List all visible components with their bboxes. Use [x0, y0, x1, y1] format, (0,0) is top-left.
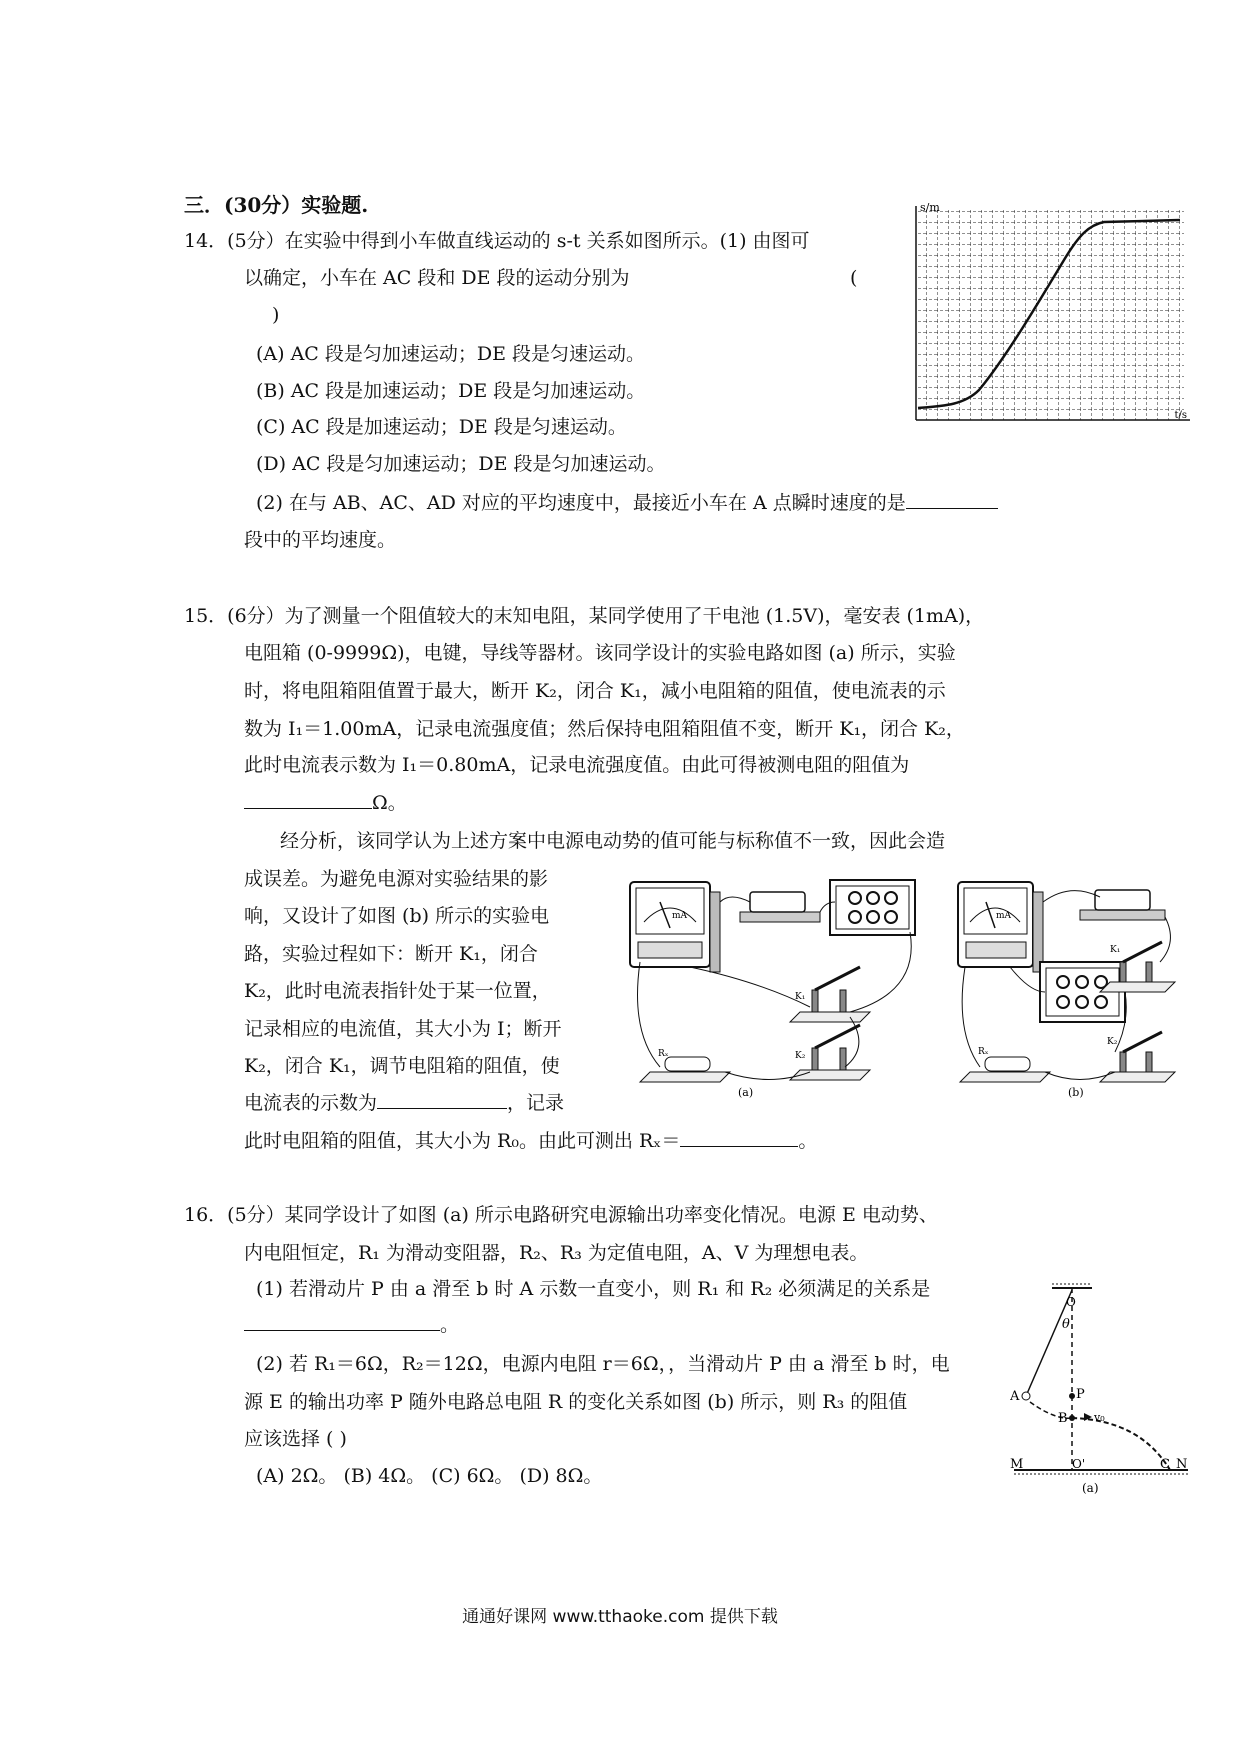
- resistance-box: [830, 880, 915, 935]
- q14-answer-blank: [906, 490, 998, 509]
- q15-reading-prefix: 电流表的示数为: [244, 1092, 378, 1114]
- graph-grid: [916, 210, 1184, 420]
- q15-last-suffix: 。: [798, 1130, 818, 1152]
- graph-y-label: s/m: [920, 201, 940, 214]
- circuit-figure-b: [950, 872, 1180, 1100]
- q14-line2: 以确定，小车在 AC 段和 DE 段的运动分别为: [244, 267, 630, 289]
- q16-part1-answer-line: [244, 1312, 459, 1338]
- q16-line1: 16．(5分）某同学设计了如图 (a) 所示电路研究电源输出功率变化情况。电源 E 电动势、: [184, 1204, 938, 1226]
- switch-k1-a: [790, 967, 870, 1022]
- resistor-rx-a: [640, 1049, 730, 1082]
- q15-line6: [244, 790, 407, 816]
- battery: [740, 892, 820, 922]
- q15-left-line1: 成误差。为避免电源对实验结果的影: [244, 868, 549, 890]
- rx-label-a: Rₓ: [658, 1049, 669, 1059]
- label-m: M: [1010, 1457, 1024, 1472]
- q15-ohm-unit: Ω。: [372, 792, 407, 814]
- q14-option-a: (A) AC 段是匀加速运动；DE 段是匀速运动。: [256, 343, 646, 365]
- q14-option-c: (C) AC 段是加速运动；DE 段是匀速运动。: [256, 416, 627, 438]
- k1-label-a: K₁: [795, 992, 806, 1002]
- pendulum-caption: (a): [1082, 1481, 1099, 1495]
- q15-left-line2: 响，又设计了如图 (b) 所示的实验电: [244, 905, 550, 927]
- footer-text: 通通好课网 www.tthaoke.com 提供下载: [462, 1607, 778, 1627]
- q14-option-b: (B) AC 段是加速运动；DE 段是匀加速运动。: [256, 380, 646, 402]
- q15-line3: 时，将电阻箱阻值置于最大，断开 K₂，闭合 K₁，减小电阻箱的阻值，使电流表的示: [244, 680, 946, 702]
- q15-line4: 数为 I₁＝1.00mA，记录电流强度值；然后保持电阻箱阻值不变，断开 K₁，闭合 K₂，: [244, 718, 965, 740]
- label-o: O: [1066, 1295, 1076, 1309]
- q14-option-d: (D) AC 段是匀加速运动；DE 段是匀加速运动。: [256, 453, 666, 475]
- q14-part2-line1: [256, 490, 998, 516]
- q16-line2: 内电阻恒定，R₁ 为滑动变阻器，R₂、R₃ 为定值电阻，A、V 为理想电表。: [244, 1242, 869, 1264]
- q14-line1: 14．(5分）在实验中得到小车做直线运动的 s-t 关系如图所示。(1) 由图可: [184, 230, 810, 252]
- section-title: 三．(30分）实验题.: [184, 193, 369, 217]
- point-p: [1069, 1393, 1075, 1399]
- q15-last-prefix: 此时电阻箱的阻值，其大小为 R₀。由此可测出 Rₓ＝: [244, 1130, 681, 1152]
- q14-paren-close: ): [272, 304, 280, 326]
- k1-label-b: K₁: [1110, 945, 1121, 955]
- k2-label-b: K₂: [1107, 1037, 1118, 1047]
- q14-paren-open: (: [850, 267, 858, 289]
- q15-resistance-blank: [244, 790, 372, 809]
- q16-part1-end: 。: [440, 1314, 460, 1336]
- meter-label-a: mA: [672, 911, 688, 921]
- q14-part2-text: (2) 在与 AB、AC、AD 对应的平均速度中，最接近小车在 A 点瞬时速度的是: [256, 492, 906, 514]
- q15-line1: 15．(6分）为了测量一个阻值较大的末知电阻，某同学使用了干电池 (1.5V)，毫安表 (1mA)，: [184, 605, 985, 627]
- q15-line5: 此时电流表示数为 I₁＝0.80mA，记录电流强度值。由此可得被测电阻的阻值为: [244, 754, 910, 776]
- battery-b: [1080, 890, 1165, 920]
- q15-left-line5: 记录相应的电流值，其大小为 I；断开: [244, 1018, 562, 1040]
- label-v0: v₀: [1094, 1411, 1105, 1424]
- q14-part2-line2: 段中的平均速度。: [244, 529, 397, 551]
- q15-reading-blank: [377, 1090, 507, 1109]
- q16-part1: (1) 若滑动片 P 由 a 滑至 b 时 A 示数一直变小，则 R₁ 和 R₂ 必须满足的关系是: [256, 1278, 931, 1300]
- q15-left-line6: K₂，闭合 K₁，调节电阻箱的阻值，使: [244, 1055, 560, 1077]
- switch-k2-b: [1100, 1032, 1175, 1082]
- label-a: A: [1010, 1389, 1020, 1404]
- label-c: C: [1160, 1457, 1170, 1472]
- st-graph: [904, 200, 1194, 430]
- q16-relation-blank: [244, 1312, 440, 1331]
- label-b: B: [1058, 1411, 1068, 1426]
- label-theta: θ: [1062, 1317, 1070, 1332]
- q15-left-line4: K₂，此时电流表指针处于某一位置，: [244, 980, 551, 1002]
- circuit-figure-a: [620, 872, 930, 1100]
- projectile-path: [1072, 1418, 1170, 1470]
- rx-label-b: Rₓ: [978, 1047, 989, 1057]
- fig-b-caption: (b): [1068, 1086, 1084, 1099]
- q15-last-line: [244, 1128, 817, 1154]
- q16-part2-line2: 源 E 的输出功率 P 随外电路总电阻 R 的变化关系如图 (b) 所示，则 R₃ 的阻值: [244, 1391, 908, 1413]
- q15-reading-line: [244, 1090, 564, 1116]
- k2-label-a: K₂: [795, 1051, 806, 1061]
- label-n: N: [1176, 1457, 1188, 1472]
- q15-rx-blank: [680, 1128, 798, 1147]
- graph-x-label: t/s: [1174, 410, 1187, 421]
- q15-line2: 电阻箱 (0-9999Ω)，电键，导线等器材。该同学设计的实验电路如图 (a) 所示，实验: [244, 642, 956, 664]
- resistor-rx-b: [960, 1047, 1050, 1082]
- meter-label-b: mA: [996, 911, 1012, 921]
- milliammeter: [630, 882, 720, 972]
- fig-a-caption: (a): [738, 1086, 754, 1099]
- q16-part2-line3: 应该选择 ( ): [244, 1428, 347, 1450]
- q15-left-line3: 路，实验过程如下：断开 K₁，闭合: [244, 943, 538, 965]
- q15-para2: 经分析，该同学认为上述方案中电源电动势的值可能与标称值不一致，因此会造: [280, 830, 946, 852]
- label-p: P: [1076, 1387, 1085, 1402]
- milliammeter-b: [958, 882, 1043, 972]
- q15-reading-suffix: ，记录: [507, 1092, 565, 1114]
- pendulum-figure: [1010, 1280, 1200, 1500]
- label-o-prime: O': [1072, 1457, 1086, 1471]
- q16-part2-line1: (2) 若 R₁＝6Ω，R₂＝12Ω，电源内电阻 r＝6Ω，，当滑动片 P 由 a 滑至 b 时，电: [256, 1353, 950, 1375]
- q16-options: (A) 2Ω。 (B) 4Ω。 (C) 6Ω。 (D) 8Ω。: [256, 1465, 603, 1487]
- pendulum-bob: [1022, 1392, 1030, 1400]
